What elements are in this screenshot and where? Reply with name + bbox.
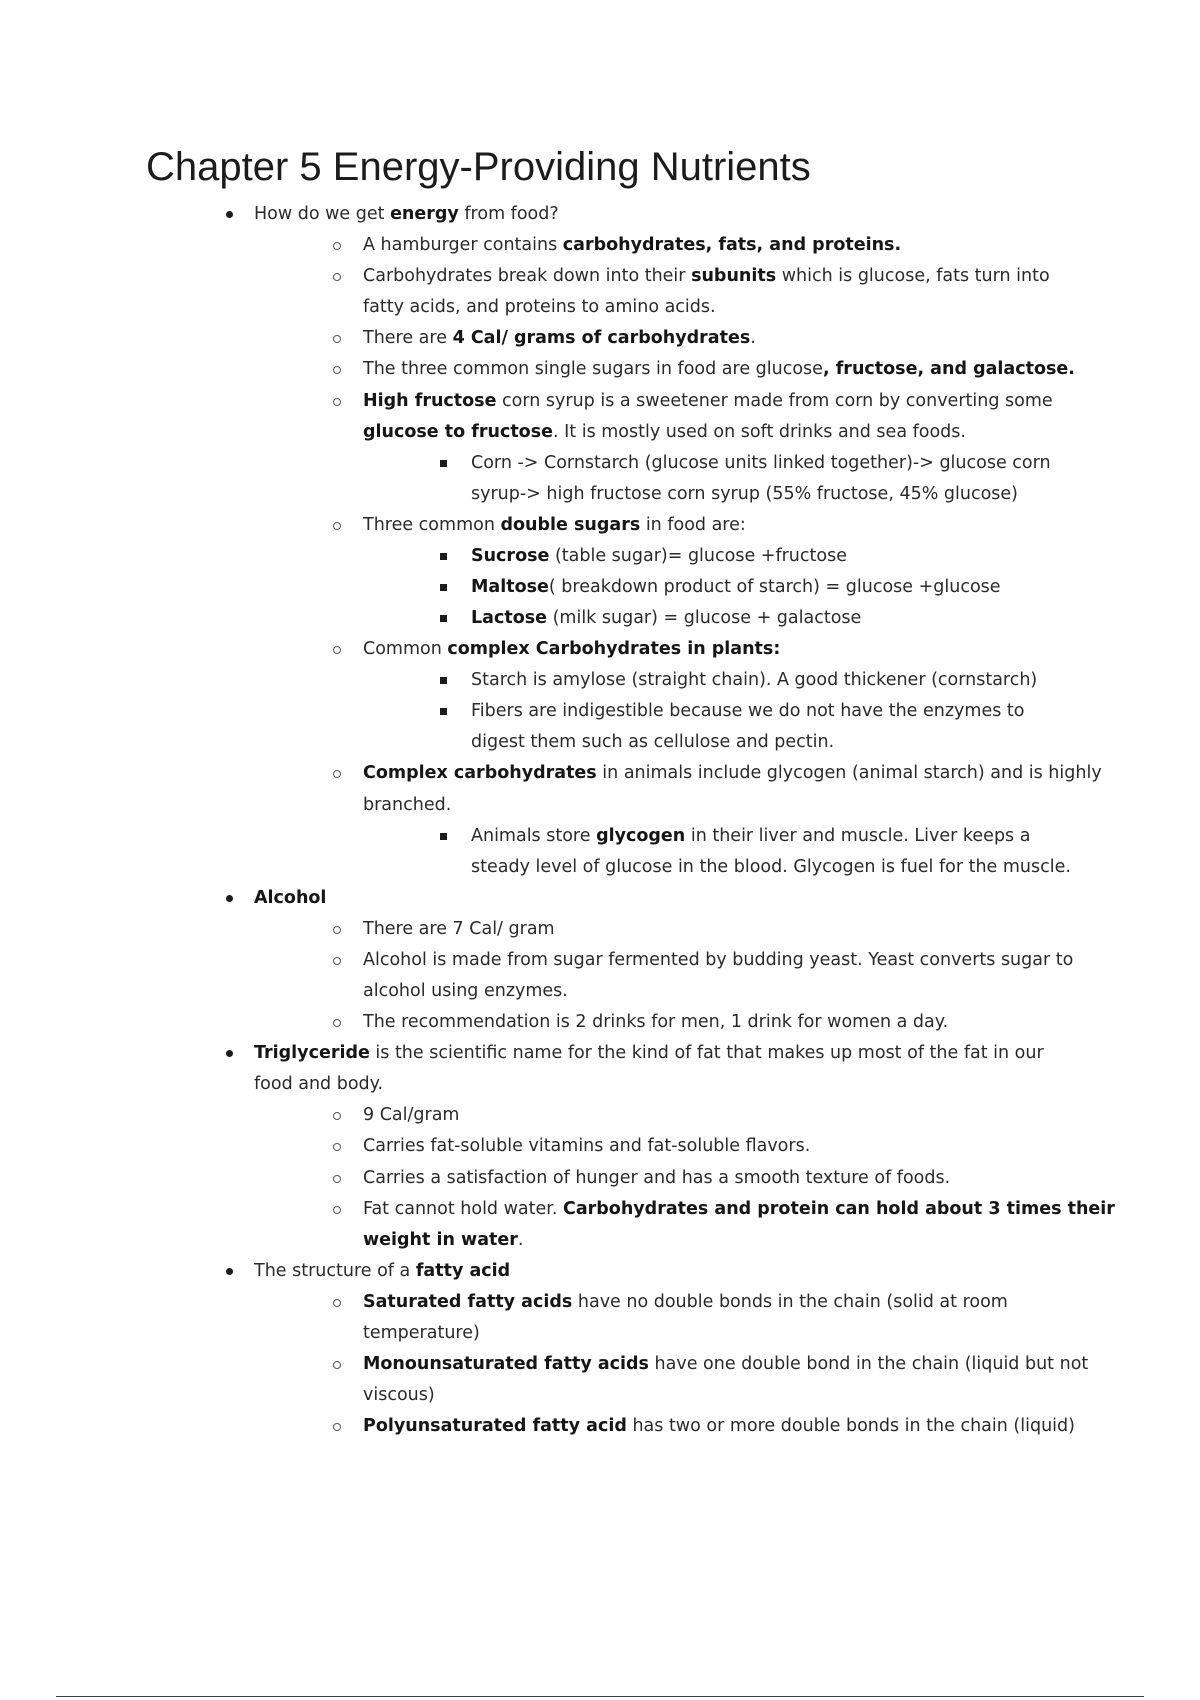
text-run: steady level of glucose in the blood. Glycogen is fuel for the muscle. <box>471 856 1071 877</box>
text-run: Corn -> Cornstarch (glucose units linked together)-> glucose corn <box>471 452 1051 473</box>
text-run: alcohol using enzymes. <box>363 981 568 1001</box>
bullet-square-icon <box>434 821 454 852</box>
list-item-level-3 <box>471 696 1024 727</box>
bullet-circle-icon <box>327 1287 347 1318</box>
bold-text: energy <box>390 204 459 224</box>
bullet-circle-icon <box>327 758 347 789</box>
list-item-level-2 <box>363 914 555 945</box>
text-run: have one double bond in the chain (liquid but not <box>648 1354 1089 1374</box>
bullet-circle-icon <box>327 914 347 945</box>
bold-text: Polyunsaturated fatty acid <box>363 1416 627 1437</box>
text-run: which is glucose, fats turn into <box>776 266 1050 287</box>
footer-rule <box>56 1696 1144 1697</box>
text-run: The structure of a <box>254 1260 416 1281</box>
list-item-level-2 <box>363 758 1102 789</box>
text-run: Common <box>363 639 448 660</box>
text-run: have no double bonds in the chain (solid at room <box>572 1291 1008 1312</box>
bullet-circle-icon <box>327 510 347 541</box>
bullet-circle-icon <box>327 634 347 665</box>
page-title: Chapter 5 Energy-Providing Nutrients <box>146 145 811 189</box>
bold-text: weight in water <box>363 1229 518 1250</box>
bullet-square-icon <box>434 448 454 479</box>
text-run: viscous) <box>363 1385 435 1405</box>
text-run: digest them such as cellulose and pectin. <box>471 732 835 753</box>
bold-text: Maltose <box>471 577 549 597</box>
bullet-circle-icon <box>327 1194 347 1225</box>
bold-text: carbohydrates, fats, and proteins. <box>562 235 902 256</box>
list-item-continuation <box>363 417 966 448</box>
list-item-level-2 <box>363 354 1075 385</box>
text-run: from food? <box>458 204 559 224</box>
list-item-continuation <box>471 852 1071 883</box>
list-item-level-2 <box>363 1194 1115 1225</box>
list-item-level-2 <box>363 1163 950 1194</box>
text-run: temperature) <box>363 1322 480 1343</box>
list-item-level-3 <box>471 448 1051 479</box>
bullet-circle-icon <box>327 261 347 292</box>
list-item-level-2 <box>363 1287 1008 1318</box>
list-item-level-3 <box>471 541 847 572</box>
list-item-level-2 <box>363 230 901 261</box>
text-run: Carries a satisfaction of hunger and has a smooth texture of foods. <box>363 1167 951 1188</box>
bullet-circle-icon <box>327 1163 347 1194</box>
bullet-square-icon <box>434 603 454 634</box>
text-run: in their liver and muscle. Liver keeps a <box>685 825 1031 846</box>
list-item-level-2 <box>363 1007 948 1038</box>
list-item-continuation <box>363 976 568 1007</box>
list-item-level-2 <box>363 634 780 665</box>
bullet-circle-icon <box>327 1349 347 1380</box>
text-run: Alcohol is made from sugar fermented by budding yeast. Yeast converts sugar to <box>363 949 1074 970</box>
list-item-level-2 <box>363 323 756 354</box>
list-item-level-1 <box>254 1256 510 1287</box>
text-run: has two or more double bonds in the chain (liquid) <box>626 1416 1075 1437</box>
list-item-continuation <box>363 1318 480 1349</box>
list-item-continuation <box>254 1069 383 1100</box>
bold-text: Carbohydrates and protein can hold about 3 times their <box>562 1198 1115 1219</box>
text-run: The recommendation is 2 drinks for men, 1 drink for women a day. <box>363 1012 949 1033</box>
text-run: branched. <box>363 794 452 815</box>
bold-text: double sugars <box>500 514 641 535</box>
bullet-disc-icon <box>220 1256 240 1287</box>
list-item-level-2 <box>363 1349 1088 1380</box>
bullet-square-icon <box>434 665 454 696</box>
text-run: There are <box>363 328 453 349</box>
text-run: in animals include glycogen (animal starch) and is highly <box>596 763 1102 784</box>
text-run: food and body. <box>254 1074 384 1095</box>
text-run: (table sugar)= glucose +fructose <box>549 545 847 566</box>
bold-text: complex Carbohydrates in plants: <box>447 639 781 660</box>
list-item-level-2 <box>363 1131 810 1162</box>
text-run: . It is mostly used on soft drinks and sea foods. <box>553 421 966 442</box>
bold-text: 4 Cal/ grams of carbohydrates <box>452 328 751 349</box>
text-run: 9 Cal/gram <box>363 1105 460 1126</box>
bold-text: fatty acid <box>415 1260 511 1281</box>
text-run: Fat cannot hold water. <box>363 1198 563 1219</box>
list-item-level-1 <box>254 883 326 914</box>
text-run: Starch is amylose (straight chain). A good thickener (cornstarch) <box>471 670 1038 691</box>
bullet-circle-icon <box>327 1007 347 1038</box>
list-item-continuation <box>471 727 834 758</box>
text-run: Fibers are indigestible because we do not have the enzymes to <box>471 701 1025 722</box>
bullet-disc-icon <box>220 199 240 230</box>
bold-text: , fructose, and galactose. <box>822 359 1075 380</box>
text-run: is the scientific name for the kind of fat that makes up most of the fat in our <box>369 1043 1044 1064</box>
list-item-level-2 <box>363 386 1053 417</box>
text-run: Three common <box>363 514 501 535</box>
bullet-circle-icon <box>327 386 347 417</box>
text-run: A hamburger contains <box>363 235 563 256</box>
bullet-square-icon <box>434 572 454 603</box>
bullet-disc-icon <box>220 883 240 914</box>
list-item-level-2 <box>363 261 1050 292</box>
bullet-disc-icon <box>220 1038 240 1069</box>
bold-text: Sucrose <box>471 545 550 566</box>
list-item-continuation <box>363 292 716 323</box>
list-item-continuation <box>363 1380 435 1411</box>
text-run: Animals store <box>471 825 597 846</box>
list-item-level-2 <box>363 945 1073 976</box>
list-item-continuation <box>363 1225 523 1256</box>
text-run: (milk sugar) = glucose + galactose <box>547 608 862 628</box>
bold-text: Alcohol <box>254 887 327 908</box>
bold-text: Saturated fatty acids <box>363 1291 573 1312</box>
list-item-continuation <box>363 790 451 821</box>
text-run: syrup-> high fructose corn syrup (55% fructose, 45% glucose) <box>471 483 1019 504</box>
text-run: The three common single sugars in food are glucose <box>363 359 823 380</box>
list-item-level-2 <box>363 510 746 541</box>
bold-text: glucose to fructose <box>363 421 553 442</box>
bullet-circle-icon <box>327 1411 347 1442</box>
bullet-circle-icon <box>327 1100 347 1131</box>
bullet-square-icon <box>434 696 454 727</box>
bullet-circle-icon <box>327 230 347 261</box>
list-item-level-1 <box>254 199 559 230</box>
list-item-level-3 <box>471 821 1030 852</box>
text-run: corn syrup is a sweetener made from corn by converting some <box>496 390 1053 411</box>
bold-text: Triglyceride <box>254 1043 370 1064</box>
bold-text: Monounsaturated fatty acids <box>363 1354 649 1374</box>
text-run: ( breakdown product of starch) = glucose +glucose <box>548 577 1001 597</box>
bold-text: Complex carbohydrates <box>363 763 597 784</box>
list-item-level-3 <box>471 665 1037 696</box>
bold-text: subunits <box>691 266 777 287</box>
text-run: Carries fat-soluble vitamins and fat-soluble flavors. <box>363 1136 811 1157</box>
bold-text: glycogen <box>596 825 686 846</box>
text-run: . <box>750 328 756 349</box>
list-item-level-3 <box>471 603 861 634</box>
list-item-level-3 <box>471 572 1001 603</box>
text-run: How do we get <box>254 204 391 224</box>
bullet-square-icon <box>434 541 454 572</box>
text-run: in food are: <box>640 514 746 535</box>
bullet-circle-icon <box>327 323 347 354</box>
text-run: Carbohydrates break down into their <box>363 266 692 287</box>
list-item-level-2 <box>363 1411 1075 1442</box>
text-run: . <box>517 1229 524 1250</box>
bold-text: High fructose <box>363 390 497 411</box>
bold-text: Lactose <box>471 608 548 628</box>
text-run: fatty acids, and proteins to amino acids. <box>363 297 716 318</box>
bullet-circle-icon <box>327 354 347 385</box>
list-item-continuation <box>471 479 1018 510</box>
bullet-circle-icon <box>327 945 347 976</box>
text-run: There are 7 Cal/ gram <box>363 918 555 939</box>
list-item-level-2 <box>363 1100 459 1131</box>
bullet-circle-icon <box>327 1131 347 1162</box>
list-item-level-1 <box>254 1038 1044 1069</box>
